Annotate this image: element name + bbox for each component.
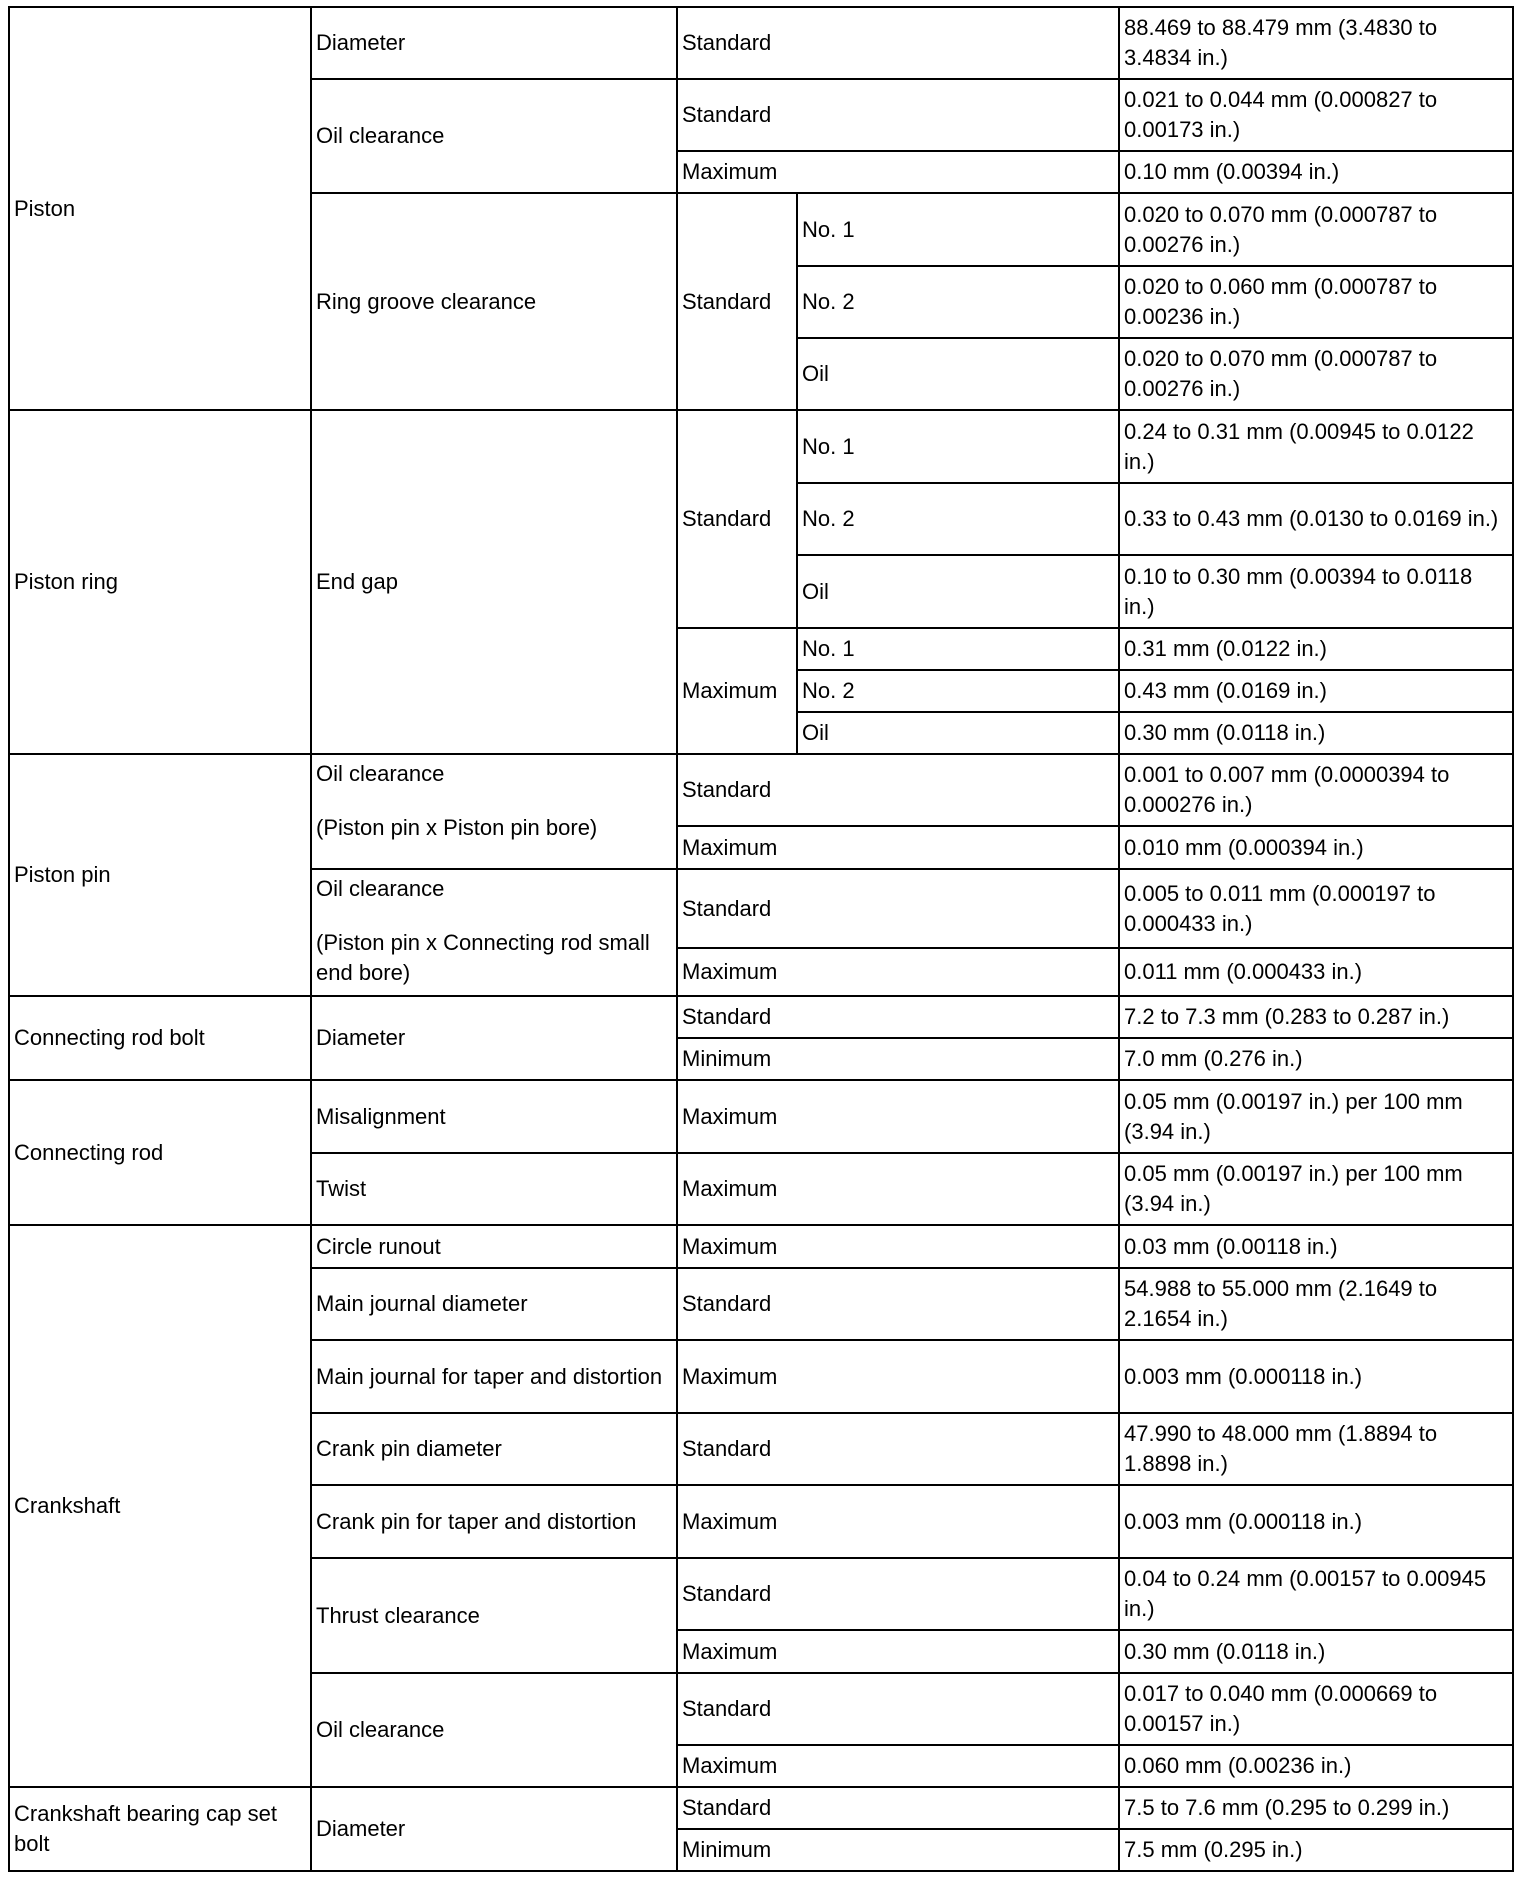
value-cell: 0.43 mm (0.0169 in.)	[1119, 670, 1513, 712]
condition-cell: Standard	[677, 410, 797, 628]
item-cell: End gap	[311, 410, 677, 754]
item-line: (Piston pin x Connecting rod small end bore)	[316, 930, 650, 985]
item-cell: Diameter	[311, 996, 677, 1080]
group-cell: Connecting rod bolt	[9, 996, 311, 1080]
value-cell: 0.005 to 0.011 mm (0.000197 to 0.000433 in.)	[1119, 869, 1513, 948]
group-cell: Connecting rod	[9, 1080, 311, 1225]
item-cell: Crank pin for taper and distortion	[311, 1485, 677, 1558]
value-cell: 0.003 mm (0.000118 in.)	[1119, 1485, 1513, 1558]
condition-cell: Maximum	[677, 1630, 1119, 1673]
table-row	[9, 754, 1513, 826]
sub-condition-cell: No. 2	[797, 670, 1119, 712]
value-cell: 7.2 to 7.3 mm (0.283 to 0.287 in.)	[1119, 996, 1513, 1038]
value-cell: 0.24 to 0.31 mm (0.00945 to 0.0122 in.)	[1119, 410, 1513, 483]
item-cell: Main journal for taper and distortion	[311, 1340, 677, 1413]
condition-cell: Standard	[677, 1558, 1119, 1630]
value-cell: 7.0 mm (0.276 in.)	[1119, 1038, 1513, 1080]
value-cell: 0.020 to 0.070 mm (0.000787 to 0.00276 in.)	[1119, 193, 1513, 266]
condition-cell: Standard	[677, 79, 1119, 151]
condition-cell: Maximum	[677, 628, 797, 754]
value-cell: 7.5 to 7.6 mm (0.295 to 0.299 in.)	[1119, 1787, 1513, 1829]
group-cell: Crankshaft	[9, 1225, 311, 1787]
sub-condition-cell: No. 1	[797, 628, 1119, 670]
value-cell: 0.30 mm (0.0118 in.)	[1119, 712, 1513, 754]
condition-cell: Standard	[677, 1268, 1119, 1340]
value-cell: 7.5 mm (0.295 in.)	[1119, 1829, 1513, 1871]
condition-cell: Standard	[677, 1413, 1119, 1485]
item-cell: Oil clearance	[311, 79, 677, 193]
value-cell: 47.990 to 48.000 mm (1.8894 to 1.8898 in.)	[1119, 1413, 1513, 1485]
value-cell: 0.020 to 0.060 mm (0.000787 to 0.00236 in.)	[1119, 266, 1513, 338]
group-cell: Piston ring	[9, 410, 311, 754]
condition-cell: Maximum	[677, 1340, 1119, 1413]
condition-cell: Maximum	[677, 151, 1119, 193]
item-line: (Piston pin x Piston pin bore)	[316, 815, 598, 840]
value-cell: 0.017 to 0.040 mm (0.000669 to 0.00157 in.)	[1119, 1673, 1513, 1745]
item-cell: Misalignment	[311, 1080, 677, 1153]
condition-cell: Maximum	[677, 948, 1119, 996]
condition-cell: Standard	[677, 754, 1119, 826]
value-cell: 54.988 to 55.000 mm (2.1649 to 2.1654 in.)	[1119, 1268, 1513, 1340]
condition-cell: Maximum	[677, 826, 1119, 869]
item-cell: Oil clearance	[311, 1673, 677, 1787]
value-cell: 0.04 to 0.24 mm (0.00157 to 0.00945 in.)	[1119, 1558, 1513, 1630]
condition-cell: Maximum	[677, 1225, 1119, 1268]
sub-condition-cell: Oil	[797, 555, 1119, 628]
item-cell: Diameter	[311, 7, 677, 79]
group-cell: Crankshaft bearing cap set bolt	[9, 1787, 311, 1871]
item-line: Oil clearance	[316, 876, 445, 901]
value-cell: 0.10 mm (0.00394 in.)	[1119, 151, 1513, 193]
item-cell: Main journal diameter	[311, 1268, 677, 1340]
value-cell: 0.03 mm (0.00118 in.)	[1119, 1225, 1513, 1268]
value-cell: 0.020 to 0.070 mm (0.000787 to 0.00276 in.)	[1119, 338, 1513, 410]
value-cell: 0.001 to 0.007 mm (0.0000394 to 0.000276 in.)	[1119, 754, 1513, 826]
item-cell: Crank pin diameter	[311, 1413, 677, 1485]
value-cell: 0.060 mm (0.00236 in.)	[1119, 1745, 1513, 1787]
value-cell: 0.010 mm (0.000394 in.)	[1119, 826, 1513, 869]
condition-cell: Standard	[677, 193, 797, 410]
item-cell: Twist	[311, 1153, 677, 1225]
item-line: Oil clearance	[316, 761, 445, 786]
condition-cell: Standard	[677, 7, 1119, 79]
sub-condition-cell: No. 2	[797, 483, 1119, 555]
item-cell	[311, 754, 677, 869]
value-cell: 0.30 mm (0.0118 in.)	[1119, 1630, 1513, 1673]
table-row	[9, 7, 1513, 79]
table-row	[9, 1080, 1513, 1153]
item-cell: Circle runout	[311, 1225, 677, 1268]
condition-cell: Standard	[677, 1787, 1119, 1829]
value-cell: 0.33 to 0.43 mm (0.0130 to 0.0169 in.)	[1119, 483, 1513, 555]
group-cell: Piston	[9, 7, 311, 410]
value-cell: 0.021 to 0.044 mm (0.000827 to 0.00173 in.)	[1119, 79, 1513, 151]
item-cell: Diameter	[311, 1787, 677, 1871]
item-cell: Ring groove clearance	[311, 193, 677, 410]
condition-cell: Minimum	[677, 1829, 1119, 1871]
item-cell: Thrust clearance	[311, 1558, 677, 1673]
condition-cell: Maximum	[677, 1485, 1119, 1558]
condition-cell: Maximum	[677, 1745, 1119, 1787]
value-cell: 0.011 mm (0.000433 in.)	[1119, 948, 1513, 996]
table-row	[9, 410, 1513, 483]
value-cell: 0.05 mm (0.00197 in.) per 100 mm (3.94 in.)	[1119, 1080, 1513, 1153]
table-row	[9, 1787, 1513, 1829]
condition-cell: Standard	[677, 1673, 1119, 1745]
item-cell	[311, 869, 677, 996]
sub-condition-cell: Oil	[797, 338, 1119, 410]
value-cell: 0.003 mm (0.000118 in.)	[1119, 1340, 1513, 1413]
table-row	[9, 996, 1513, 1038]
spec-table	[8, 6, 1514, 1872]
value-cell: 0.05 mm (0.00197 in.) per 100 mm (3.94 in.)	[1119, 1153, 1513, 1225]
condition-cell: Standard	[677, 996, 1119, 1038]
value-cell: 0.10 to 0.30 mm (0.00394 to 0.0118 in.)	[1119, 555, 1513, 628]
table-row	[9, 1225, 1513, 1268]
group-cell: Piston pin	[9, 754, 311, 996]
condition-cell: Maximum	[677, 1153, 1119, 1225]
sub-condition-cell: Oil	[797, 712, 1119, 754]
condition-cell: Maximum	[677, 1080, 1119, 1153]
value-cell: 0.31 mm (0.0122 in.)	[1119, 628, 1513, 670]
sub-condition-cell: No. 2	[797, 266, 1119, 338]
value-cell: 88.469 to 88.479 mm (3.4830 to 3.4834 in.)	[1119, 7, 1513, 79]
condition-cell: Minimum	[677, 1038, 1119, 1080]
sub-condition-cell: No. 1	[797, 410, 1119, 483]
sub-condition-cell: No. 1	[797, 193, 1119, 266]
condition-cell: Standard	[677, 869, 1119, 948]
